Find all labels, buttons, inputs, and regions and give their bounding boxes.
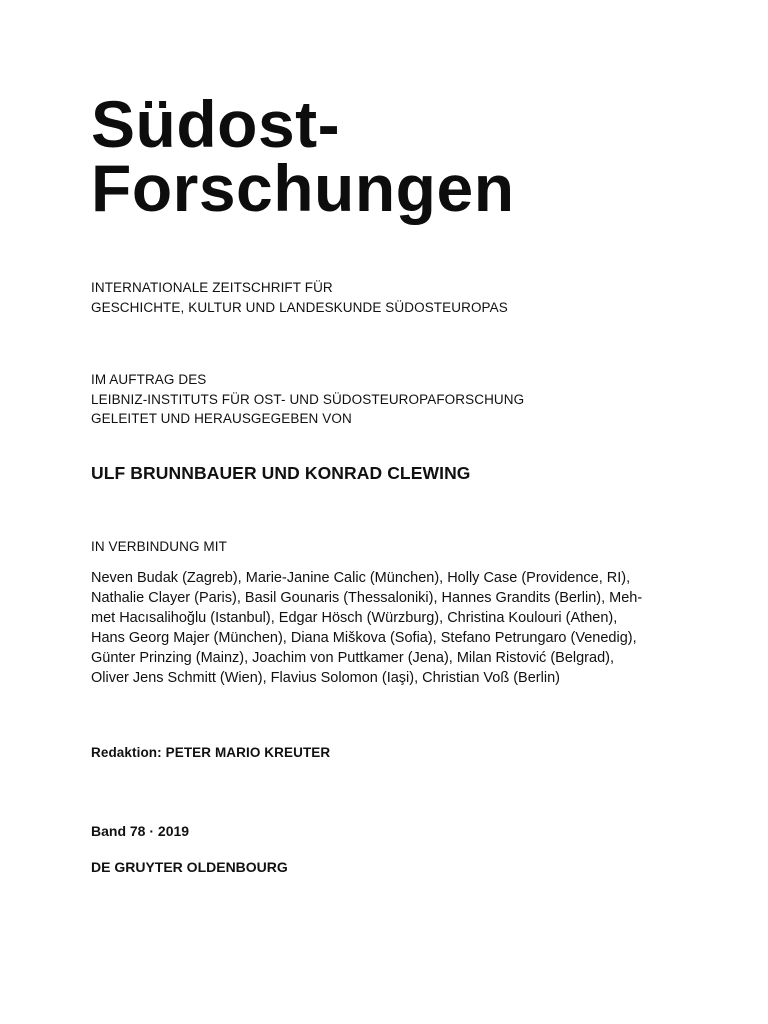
contributors-line: Hans Georg Majer (München), Diana Miškova (Sofia), Stefano Petrungaro (Venedig),: [91, 630, 637, 646]
volume-year: Band 78 · 2019: [91, 823, 190, 839]
journal-title-line-1: Südost-: [91, 87, 341, 161]
contributors-line: Günter Prinzing (Mainz), Joachim von Puttkamer (Jena), Milan Ristović (Belgrad),: [91, 650, 614, 666]
subtitle-line-1: INTERNATIONALE ZEITSCHRIFT FÜR: [91, 280, 333, 295]
commission-line-3: GELEITET UND HERAUSGEGEBEN VON: [91, 411, 352, 426]
journal-title-line-2: Forschungen: [91, 151, 515, 225]
editorial-office: Redaktion: PETER MARIO KREUTER: [91, 745, 331, 760]
publisher-name: DE GRUYTER OLDENBOURG: [91, 859, 288, 875]
contributors-line: Neven Budak (Zagreb), Marie-Janine Calic (München), Holly Case (Providence, RI),: [91, 570, 631, 586]
commission-statement: [91, 370, 651, 429]
commission-line-1: IM AUFTRAG DES: [91, 372, 207, 387]
subtitle-line-2: GESCHICHTE, KULTUR UND LANDESKUNDE SÜDOSTEUROPAS: [91, 300, 508, 315]
contributors-line: Nathalie Clayer (Paris), Basil Gounaris (Thessaloniki), Hannes Grandits (Berlin), Meh-: [91, 590, 643, 606]
editors-heading: ULF BRUNNBAUER UND KONRAD CLEWING: [91, 463, 471, 483]
journal-title: [91, 87, 651, 225]
contributors-line: met Hacısalihoğlu (Istanbul), Edgar Hösch (Würzburg), Christina Koulouri (Athen),: [91, 610, 618, 626]
journal-subtitle: [91, 278, 651, 318]
commission-line-2: LEIBNIZ-INSTITUTS FÜR OST- UND SÜDOSTEUROPAFORSCHUNG: [91, 391, 525, 407]
in-cooperation-label: IN VERBINDUNG MIT: [91, 539, 227, 554]
contributors-list: [91, 568, 661, 688]
contributors-line: Oliver Jens Schmitt (Wien), Flavius Solomon (Iaşi), Christian Voß (Berlin): [91, 670, 560, 686]
